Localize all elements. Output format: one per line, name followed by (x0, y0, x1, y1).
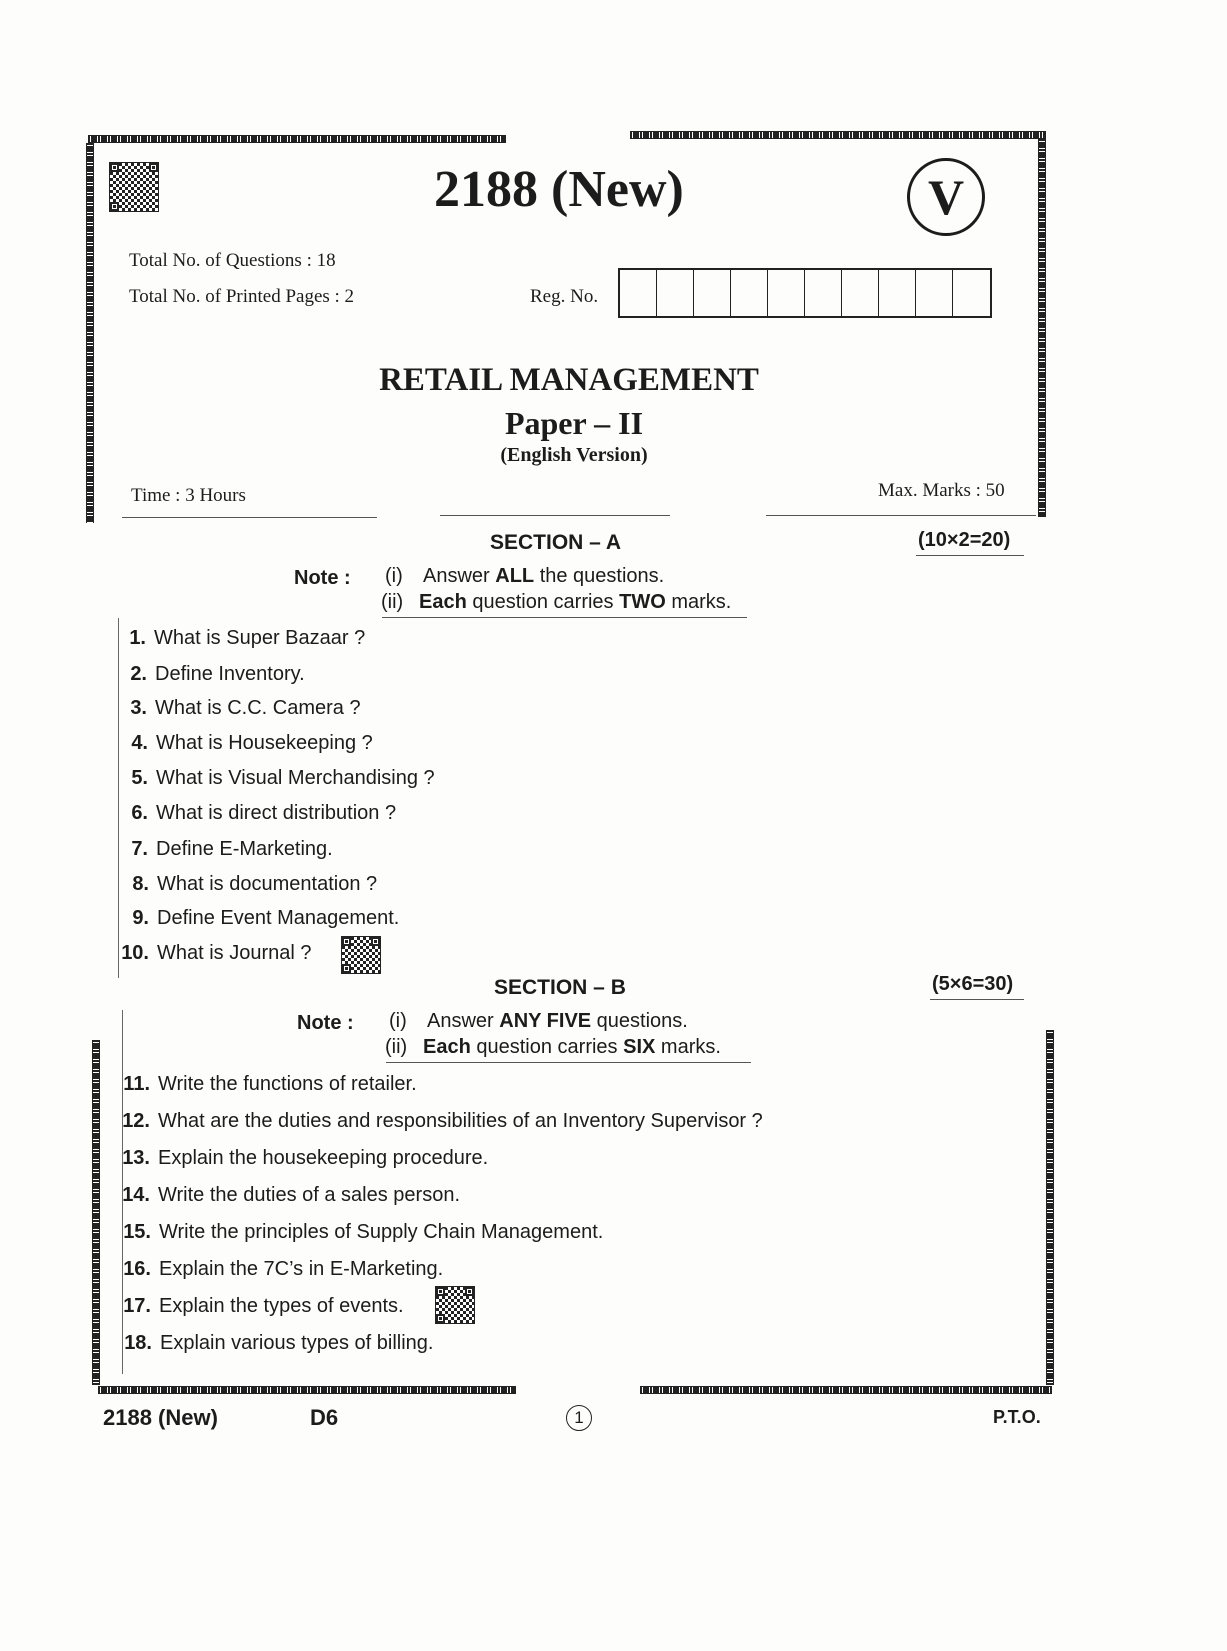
right-border-lower (1046, 1030, 1054, 1385)
question-number: 8. (132, 873, 149, 895)
question-number: 14. (122, 1184, 150, 1206)
question-number: 18. (124, 1332, 152, 1354)
reg-digit-box[interactable] (731, 270, 768, 316)
reg-no-label: Reg. No. (530, 286, 599, 307)
section-b-marks: (5×6=30) (932, 973, 1014, 995)
section-b-note-1 (389, 1010, 688, 1033)
question-11 (104, 1073, 417, 1096)
question-text: Define Event Management. (157, 907, 400, 929)
question-number: 5. (131, 767, 148, 789)
note-emphasis: TWO (619, 591, 666, 613)
reg-no-boxes[interactable] (618, 268, 992, 318)
section-b-note-2 (385, 1036, 721, 1059)
question-number: 15. (123, 1221, 151, 1243)
subject-title: RETAIL MANAGEMENT (379, 362, 759, 398)
paper-number: Paper – II (504, 405, 644, 441)
question-5 (102, 767, 435, 790)
question-text: What is C.C. Camera ? (155, 697, 361, 719)
note-emphasis: Each (419, 591, 467, 613)
question-number: 11. (123, 1073, 150, 1095)
question-13 (104, 1147, 488, 1170)
section-a-note-2 (381, 591, 731, 614)
question-15 (105, 1221, 603, 1244)
section-a-marks: (10×2=20) (918, 529, 1011, 551)
qr-corner (436, 1287, 445, 1296)
question-4 (102, 732, 373, 755)
question-6 (102, 802, 396, 825)
qr-corner (342, 964, 351, 973)
question-text: What is Journal ? (157, 942, 312, 964)
section-a-heading: SECTION – A (490, 531, 622, 554)
note-text: question carries (466, 591, 620, 613)
reg-digit-box[interactable] (805, 270, 842, 316)
question-text: What is Housekeeping ? (156, 732, 373, 754)
divider (766, 515, 1036, 516)
question-12 (104, 1110, 763, 1133)
question-text: Explain the housekeeping procedure. (158, 1147, 489, 1169)
note-number: (i) (389, 1010, 407, 1032)
left-border-lower (92, 1040, 100, 1385)
qr-corner (371, 937, 380, 946)
qr-corner (342, 937, 351, 946)
paper-code-title: 2188 (New) (434, 161, 684, 218)
question-text: Explain the types of events. (159, 1295, 404, 1317)
question-10 (103, 942, 312, 965)
section-a-note-1 (385, 565, 664, 588)
marks-underline (916, 555, 1024, 556)
note-text: marks. (665, 591, 732, 613)
note-text: Answer (423, 565, 496, 587)
max-marks: Max. Marks : 50 (878, 480, 1005, 501)
note-text: Answer (427, 1010, 500, 1032)
question-number: 2. (130, 663, 147, 685)
question-8 (103, 873, 377, 896)
question-text: Define E-Marketing. (156, 838, 333, 860)
footer-paper-code: 2188 (New) (103, 1405, 218, 1430)
question-9 (103, 907, 399, 930)
version-label: (English Version) (500, 444, 648, 466)
question-number: 1. (129, 627, 146, 649)
reg-digit-box[interactable] (953, 270, 990, 316)
question-14 (104, 1184, 460, 1207)
question-16 (105, 1258, 443, 1281)
qr-corner (110, 163, 119, 172)
question-18 (106, 1332, 433, 1355)
question-1 (100, 627, 365, 650)
qr-code-inline-2 (436, 1287, 474, 1323)
top-border-left (88, 135, 506, 143)
reg-digit-box[interactable] (842, 270, 879, 316)
question-text: What is Visual Merchandising ? (156, 767, 435, 789)
question-text: What is direct distribution ? (156, 802, 397, 824)
reg-digit-box[interactable] (657, 270, 694, 316)
note-underline (386, 1062, 751, 1063)
note-emphasis: Each (423, 1036, 471, 1058)
reg-digit-box[interactable] (620, 270, 657, 316)
note-number: (i) (385, 565, 403, 587)
section-a-note-label: Note : (294, 567, 351, 589)
bottom-border-right (640, 1386, 1052, 1394)
question-number: 3. (130, 697, 147, 719)
note-number: (ii) (381, 591, 404, 613)
question-number: 17. (123, 1295, 151, 1317)
bottom-border-left (98, 1386, 516, 1394)
note-emphasis: ALL (495, 565, 535, 587)
divider (440, 515, 670, 516)
question-17 (105, 1295, 404, 1318)
question-number: 16. (123, 1258, 151, 1280)
question-text: Explain the 7C’s in E-Marketing. (159, 1258, 444, 1280)
note-text: the questions. (534, 565, 665, 587)
qr-code-inline-1 (342, 937, 380, 973)
question-number: 10. (121, 942, 149, 964)
question-number: 12. (122, 1110, 150, 1132)
total-questions: Total No. of Questions : 18 (129, 250, 336, 271)
note-text: questions. (591, 1010, 688, 1032)
question-text: Write the functions of retailer. (158, 1073, 417, 1095)
question-text: What is documentation ? (157, 873, 378, 895)
qr-corner (110, 202, 119, 211)
question-text: What is Super Bazaar ? (154, 627, 366, 649)
qr-corner (149, 163, 158, 172)
note-text: question carries (470, 1036, 624, 1058)
note-emphasis: ANY FIVE (499, 1010, 592, 1032)
section-b-heading: SECTION – B (494, 976, 626, 999)
total-pages: Total No. of Printed Pages : 2 (129, 286, 355, 307)
marks-underline (930, 999, 1024, 1000)
reg-digit-box[interactable] (916, 270, 953, 316)
note-text: marks. (655, 1036, 721, 1058)
reg-digit-box[interactable] (694, 270, 731, 316)
qr-corner (465, 1287, 474, 1296)
pto-label: P.T.O. (993, 1407, 1041, 1427)
question-7 (102, 838, 333, 861)
question-3 (101, 697, 361, 720)
question-text: Explain various types of billing. (160, 1332, 434, 1354)
question-number: 4. (131, 732, 148, 754)
question-text: Write the duties of a sales person. (158, 1184, 461, 1206)
question-number: 7. (131, 838, 148, 860)
reg-digit-box[interactable] (879, 270, 916, 316)
qr-corner (436, 1314, 445, 1323)
question-number: 13. (122, 1147, 150, 1169)
time-allowed: Time : 3 Hours (131, 485, 246, 506)
top-border-right (630, 131, 1046, 139)
version-badge: V (907, 158, 985, 236)
note-number: (ii) (385, 1036, 408, 1058)
note-emphasis: SIX (623, 1036, 656, 1058)
section-b-note-label: Note : (297, 1012, 354, 1034)
question-text: Write the principles of Supply Chain Management. (159, 1221, 604, 1243)
question-number: 9. (132, 907, 149, 929)
reg-digit-box[interactable] (768, 270, 805, 316)
question-text: Define Inventory. (155, 663, 305, 685)
qr-code-header (110, 163, 158, 211)
question-2 (101, 663, 305, 686)
page-number: 1 (566, 1405, 592, 1431)
note-underline (382, 617, 747, 618)
divider (122, 517, 377, 518)
question-number: 6. (131, 802, 148, 824)
question-text: What are the duties and responsibilities of an Inventory Supervisor ? (158, 1110, 763, 1132)
footer-series: D6 (310, 1405, 339, 1430)
